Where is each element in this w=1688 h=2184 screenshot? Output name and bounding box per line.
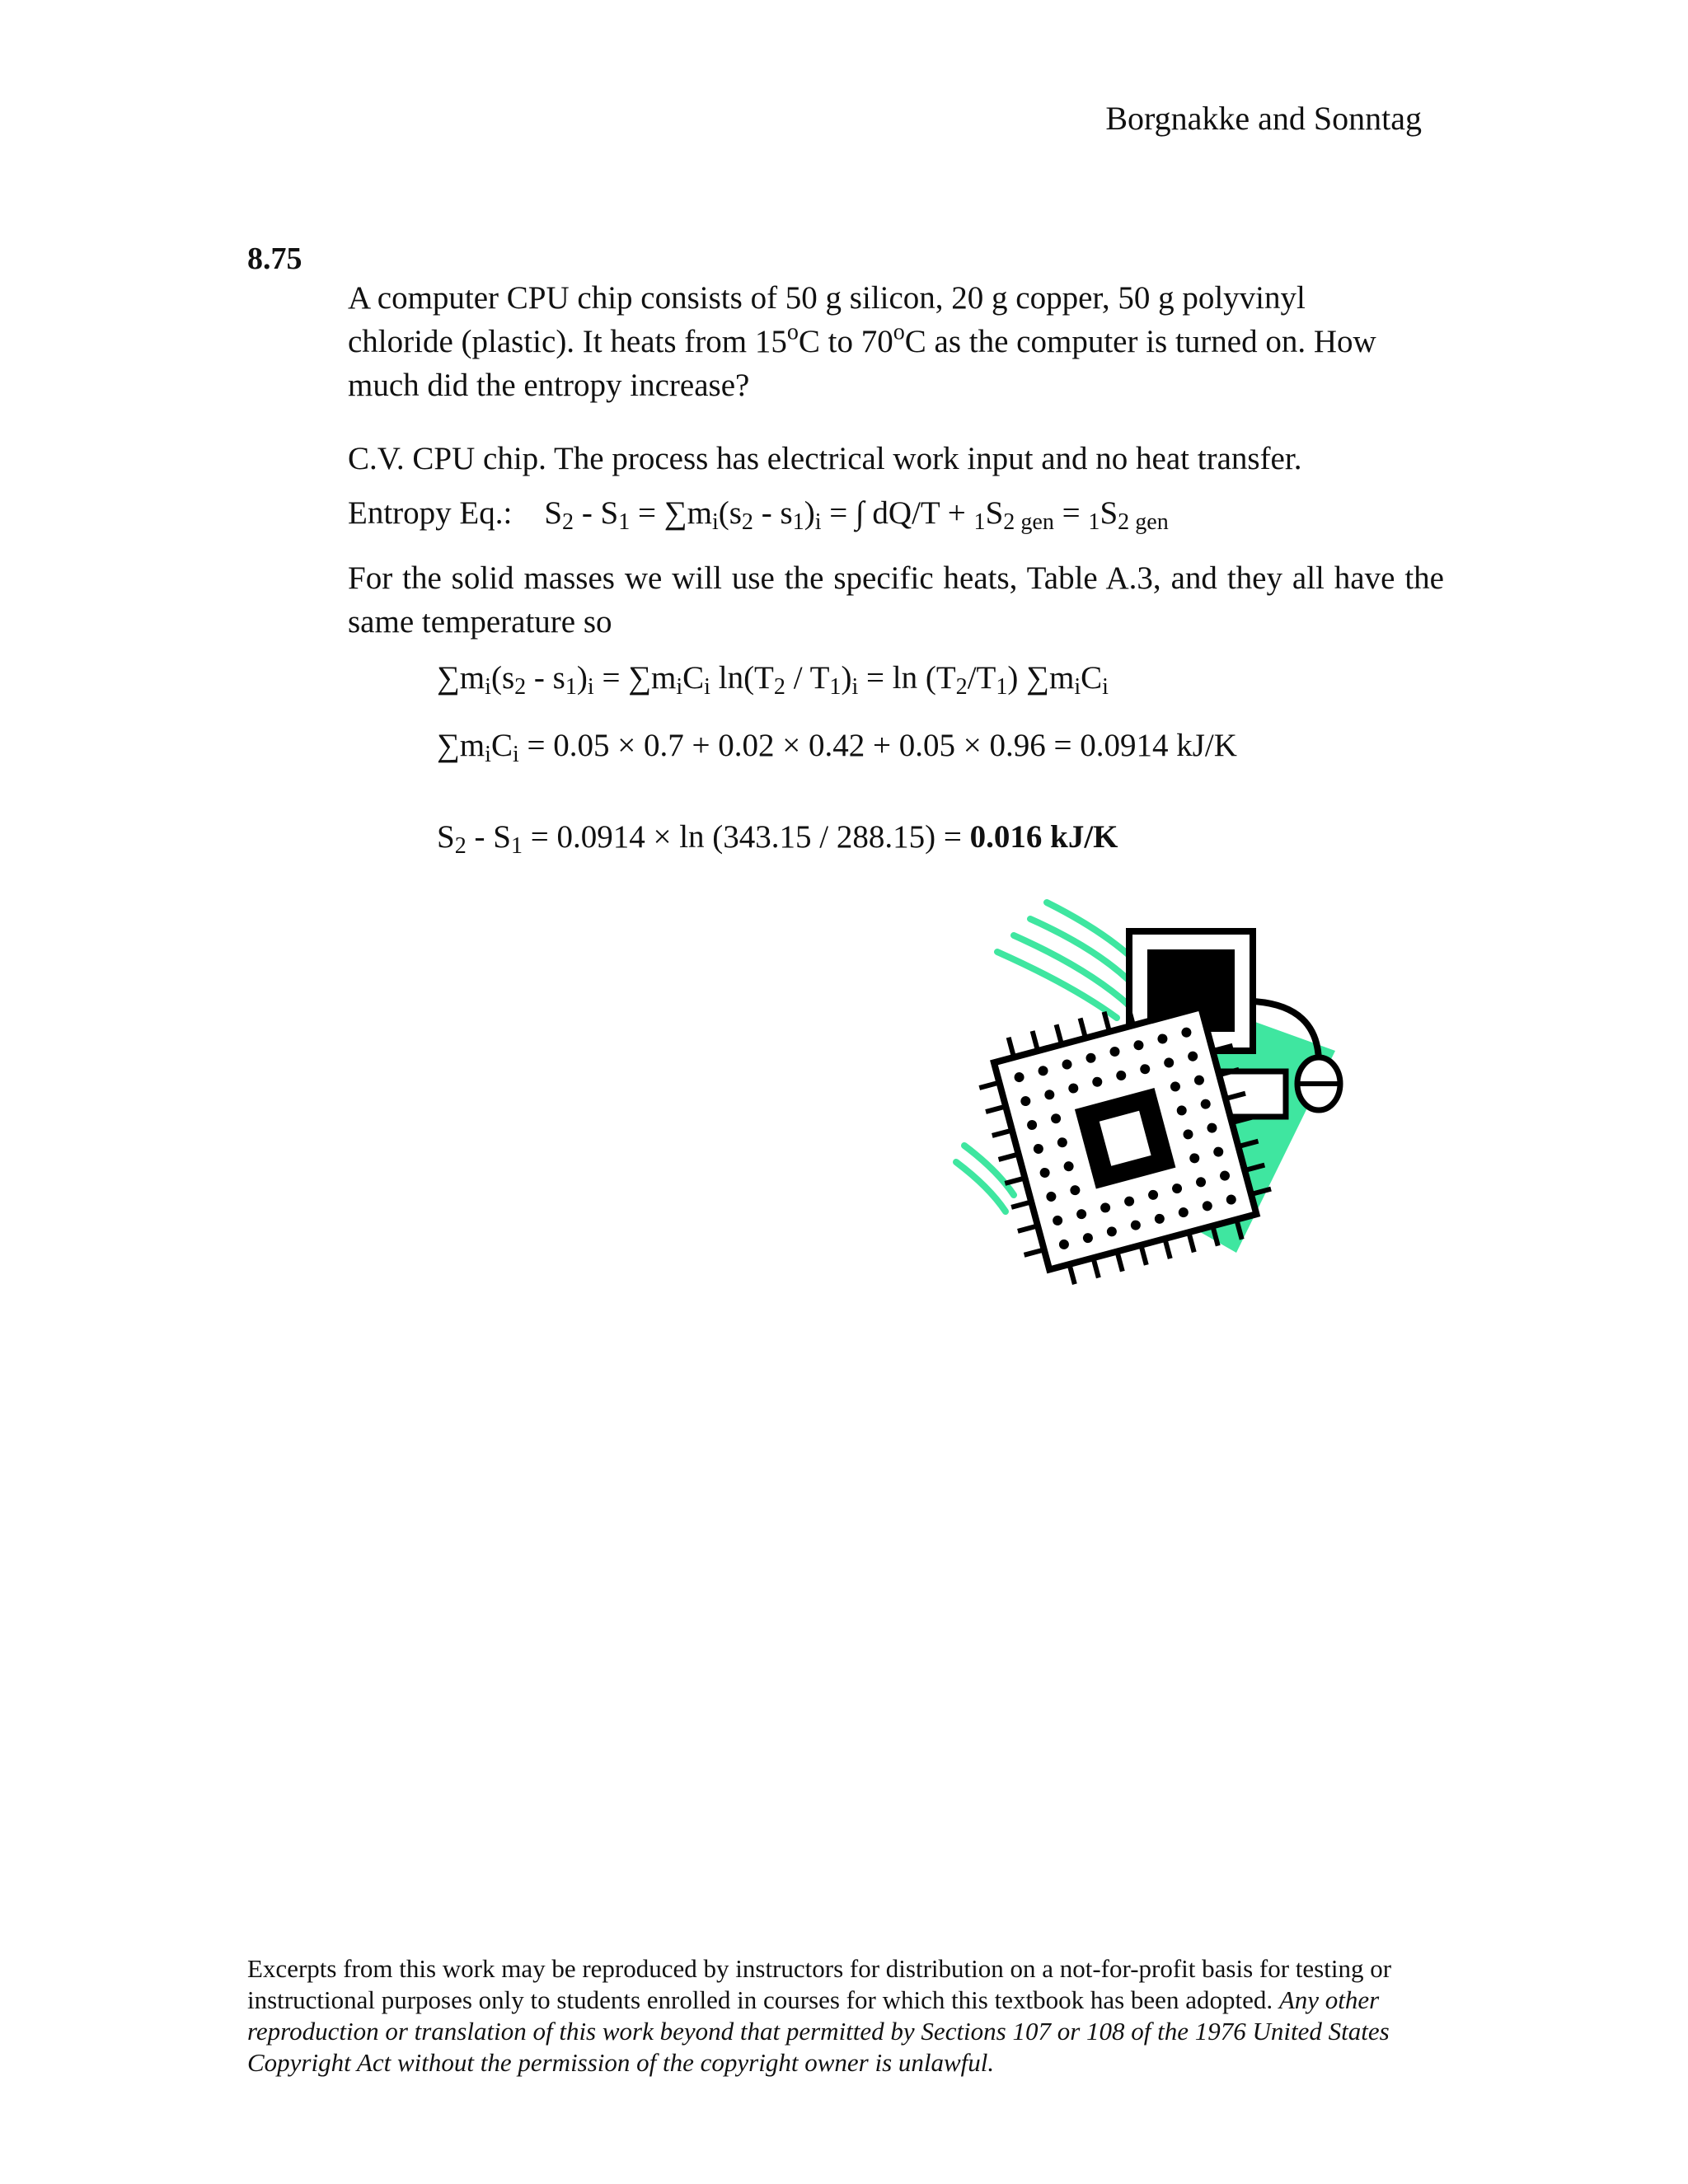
sum-entropy-equation: $\sum m_i(s_2 - s_1)_i = \sum m_iC_i$ $\ln(T_2 / T_1)_i = \ln (T_2/T_1)$ $\sum m_iC_i$ <box>437 660 1109 701</box>
page-header-authors: Borgnakke and Sonntag <box>1105 100 1422 137</box>
footer-normal-text: Excerpts from this work may be reproduced by instructors for distribution on a not-for-profit basis for testing or instructional purposes only to students enrolled in courses for which this textbook has been adopted. <box>247 1954 1392 2014</box>
footer-italic-text: Any other reproduction or translation of this work beyond that permitted by Sections 107 or 108 of the 1976 United States Copyright Act without the permission of the copyright owner is unlawful. <box>247 1985 1390 2077</box>
control-volume-text: C.V. CPU chip. The process has electrical work input and no heat transfer. <box>348 441 1302 476</box>
result-equation: $S_2 - S_1 = 0.0914 \times \ln (343.15 / 288.15) = 0.016$ kJ/K <box>437 819 1118 860</box>
entropy-eq-label: Entropy Eq.: <box>348 495 513 531</box>
result-value: 0.016 kJ/K <box>969 819 1118 855</box>
entropy-equation: Entropy Eq.: $S_2 - S_1 = \sum m_i(s_2 - s_1)_i$ = ∫ $dQ/T + _1S_{2 gen} = _1S_{2 gen}$ <box>348 495 1169 536</box>
question-line-1: A computer CPU chip consists of 50 g silicon, 20 g copper, 50 g polyvinyl <box>348 280 1306 316</box>
result-expression: = 0.0914 × ln (343.15 / 288.15) = <box>530 819 970 855</box>
question-line-2: chloride (plastic). It heats from 15$^o$C to 70$^o$C as the computer is turned on. How <box>348 319 1376 359</box>
cpu-chip-clipart-icon <box>940 898 1368 1294</box>
copyright-footer <box>247 1953 1451 2079</box>
question-line-3: much did the entropy increase? <box>348 368 750 403</box>
problem-statement <box>348 276 1444 407</box>
problem-number: 8.75 <box>247 241 302 276</box>
heat-capacity-sum-equation: $\sum m_iC_i = 0.05 \times 0.7 + 0.02 \times 0.42 + 0.05 \times 0.96 = 0.0914$ kJ/K <box>437 728 1237 768</box>
heat-capacity-sum-value: = 0.05 × 0.7 + 0.02 × 0.42 + 0.05 × 0.96 = 0.0914 kJ/K <box>527 728 1237 763</box>
solid-masses-text: For the solid masses we will use the specific heats, Table A.3, and they all have the same temperature so <box>348 560 1444 640</box>
